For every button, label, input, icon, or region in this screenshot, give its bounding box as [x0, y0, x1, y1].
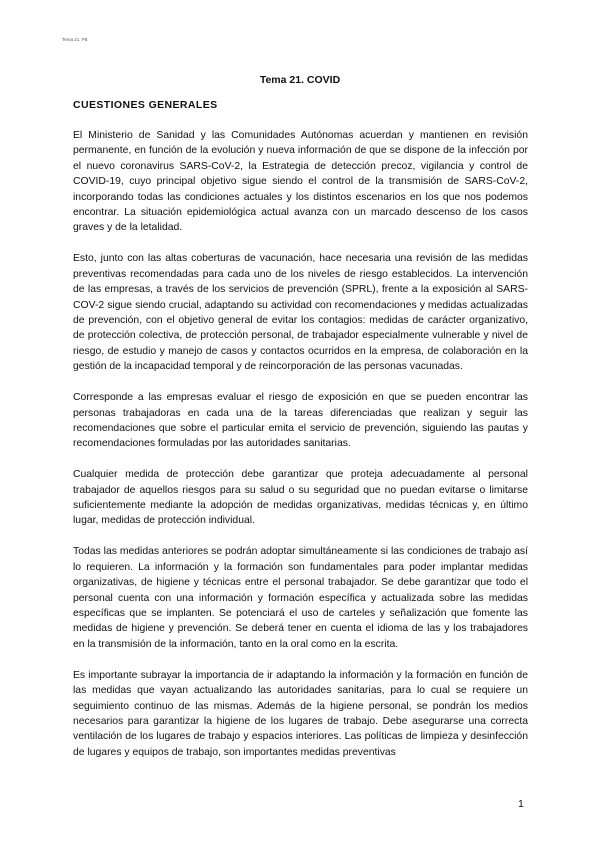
paragraph: Corresponde a las empresas evaluar el riesgo de exposición en que se pueden encontrar las personas trabajadoras en cada una de la tareas diferenciadas que realizan y seguir las recomendaciones que sobre el particular emita el servicio de prevención, siguiendo las pautas y recomendaciones formuladas por las autoridades sanitarias. — [73, 392, 528, 450]
paragraph: Cualquier medida de protección debe garantizar que proteja adecuadamente al personal trabajador de aquellos riesgos para su salud o su seguridad que no puedan evitarse o limitarse suficientemente mediante la adopción de medidas organizativas, medidas técnicas y, en último lugar, medidas de protección individual. — [73, 469, 528, 527]
document-body — [73, 128, 528, 776]
paragraph: Es importante subrayar la importancia de ir adaptando la información y la formación en función de las medidas que vayan actualizando las autoridades sanitarias, para lo cual se requiere un seguimiento continuo de las mismas. Además de la higiene personal, se pondrán los medios necesarios para garantizar la higiene de los lugares de trabajo. Debe asegurarse una correcta ventilación de los lugares de trabajo y espacios interiores. Las políticas de limpieza y desinfección de lugares y equipos de trabajo, son importantes medidas preventivas — [73, 669, 528, 758]
running-header: Tema 21. FB — [62, 37, 88, 42]
section-heading: CUESTIONES GENERALES — [73, 99, 218, 111]
paragraph: Esto, junto con las altas coberturas de vacunación, hace necesaria una revisión de las medidas preventivas recomendadas para cada uno de los niveles de riesgo establecidos. La intervención de las empresas, a través de los servicios de prevención (SPRL), frente a la exposición al SARS-COV-2 sigue siendo crucial, adaptando su actividad con recomendaciones y medidas actualizadas de prevención, con el objetivo general de evitar los contagios: medidas de carácter organizativo, de protección colectiva, de protección personal, de trabajador especialmente vulnerable y nivel de riesgo, de estudio y manejo de casos y contactos ocurridos en la empresa, de colaboración en la gestión de la incapacidad temporal y de reincorporación de las personas vacunadas. — [73, 253, 528, 373]
page-title: Tema 21. COVID — [259, 74, 341, 86]
paragraph: Todas las medidas anteriores se podrán adoptar simultáneamente si las condiciones de trabajo así lo requieren. La información y la formación son fundamentales para poder implantar medidas organizativas, de higiene y técnicas entre el personal trabajador. Se debe garantizar que todo el personal cuenta con una información y formación específica y actualizada sobre las medidas específicas que se implanten. Se potenciará el uso de carteles y señalización que fomente las medidas de higiene y prevención. Se deberá tener en cuenta el idioma de las y los trabajadores en la transmisión de la información, tanto en la oral como en la escrita. — [73, 546, 528, 650]
paragraph: El Ministerio de Sanidad y las Comunidades Autónomas acuerdan y mantienen en revisión permanente, en función de la evolución y nueva información de que se dispone de la infección por el nuevo coronavirus SARS-CoV-2, la Estrategia de detección precoz, vigilancia y control de COVID-19, cuyo principal objetivo sigue siendo el control de la transmisión de SARS-CoV-2, incorporando todas las condiciones actuales y los distintos escenarios en los que nos podemos encontrar. La situación epidemiológica actual avanza con un marcado descenso de los casos graves y de la letalidad. — [73, 130, 528, 234]
page-number: 1 — [518, 798, 524, 810]
